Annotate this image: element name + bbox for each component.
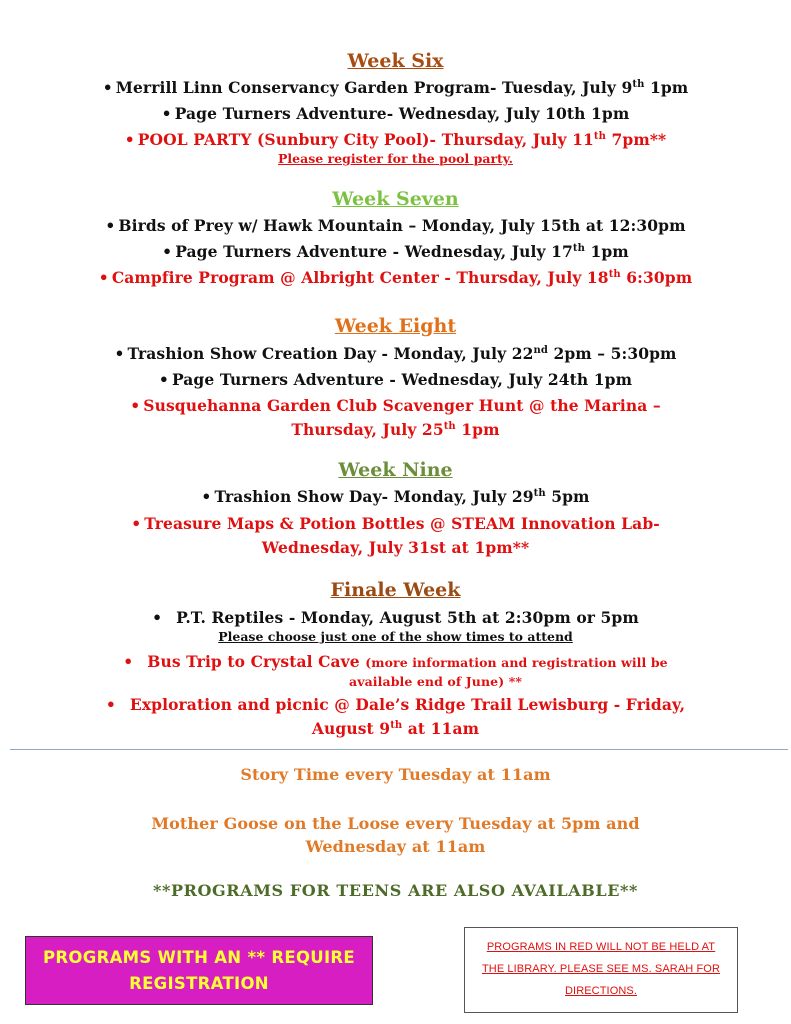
bullet-icon: • [105, 216, 116, 235]
mother-goose-text-1: Mother Goose on the Loose every Tuesday at 5pm and [151, 814, 640, 833]
week-nine-heading: Week Nine [338, 459, 453, 481]
week-eight-item-1: • Trashion Show Creation Day - Monday, July 22nd 2pm – 5:30pm [114, 344, 677, 363]
story-time-text: Story Time every Tuesday at 11am [240, 765, 551, 784]
registration-box-line-1: PROGRAMS WITH AN ** REQUIRE [43, 947, 355, 967]
finale-week-item-2b: available end of June) ** [349, 674, 522, 689]
week-six-note: Please register for the pool party. [278, 151, 513, 166]
bullet-icon: • [98, 268, 109, 287]
bullet-icon: • [114, 344, 125, 363]
bullet-icon: • [131, 514, 142, 533]
section-divider [10, 749, 788, 750]
bullet-icon: • [123, 652, 134, 671]
red-note-line-3: DIRECTIONS. [565, 985, 637, 997]
week-eight-item-3a: • Susquehanna Garden Club Scavenger Hunt @ the Marina – [130, 396, 661, 415]
bullet-icon: • [130, 396, 141, 415]
bullet-icon: • [162, 242, 173, 261]
bullet-icon: • [124, 130, 135, 149]
red-programs-note-box [464, 927, 738, 1013]
week-seven-item-1: • Birds of Prey w/ Hawk Mountain – Monday, July 15th at 12:30pm [105, 216, 686, 235]
mother-goose-text-2: Wednesday at 11am [305, 837, 486, 856]
finale-week-note: Please choose just one of the show times to attend [218, 629, 573, 644]
week-eight-item-2: • Page Turners Adventure - Wednesday, July 24th 1pm [158, 370, 633, 389]
week-seven-item-3: • Campfire Program @ Albright Center - Thursday, July 18th 6:30pm [98, 268, 693, 287]
bullet-icon: • [161, 104, 172, 123]
week-eight-heading: Week Eight [334, 315, 457, 337]
week-eight-item-3b: Thursday, July 25th 1pm [291, 420, 500, 439]
registration-required-box [25, 936, 373, 1005]
finale-week-item-1: • P.T. Reptiles - Monday, August 5th at 2:30pm or 5pm [152, 608, 639, 627]
bullet-icon: • [152, 608, 163, 627]
finale-week-heading: Finale Week [330, 579, 461, 601]
finale-week-item-3b: August 9th at 11am [311, 719, 480, 738]
bullet-icon: • [105, 695, 116, 714]
week-seven-heading: Week Seven [332, 188, 459, 210]
week-nine-item-2b: Wednesday, July 31st at 1pm** [261, 538, 530, 557]
red-note-line-2: THE LIBRARY. PLEASE SEE MS. SARAH FOR [481, 963, 721, 975]
week-nine-item-1: • Trashion Show Day- Monday, July 29th 5pm [201, 487, 590, 506]
week-six-item-2: • Page Turners Adventure- Wednesday, July 10th 1pm [161, 104, 630, 123]
week-six-item-1: • Merrill Linn Conservancy Garden Program- Tuesday, July 9th 1pm [102, 78, 689, 97]
bullet-icon: • [158, 370, 169, 389]
finale-week-item-3a: • Exploration and picnic @ Dale’s Ridge Trail Lewisburg - Friday, [105, 695, 686, 714]
bullet-icon: • [102, 78, 113, 97]
bullet-icon: • [201, 487, 212, 506]
red-note-line-1: PROGRAMS IN RED WILL NOT BE HELD AT [486, 941, 716, 953]
registration-box-line-2: REGISTRATION [129, 973, 269, 993]
week-six-heading: Week Six [347, 50, 444, 72]
week-seven-item-2: • Page Turners Adventure - Wednesday, July 17th 1pm [162, 242, 629, 261]
finale-week-item-2a: • Bus Trip to Crystal Cave (more information and registration will be [123, 652, 668, 671]
week-nine-item-2a: • Treasure Maps & Potion Bottles @ STEAM Innovation Lab- [131, 514, 660, 533]
teens-programs-text: **PROGRAMS FOR TEENS ARE ALSO AVAILABLE** [153, 881, 638, 900]
week-six-item-3: • POOL PARTY (Sunbury City Pool)- Thursday, July 11th 7pm** [124, 130, 667, 149]
